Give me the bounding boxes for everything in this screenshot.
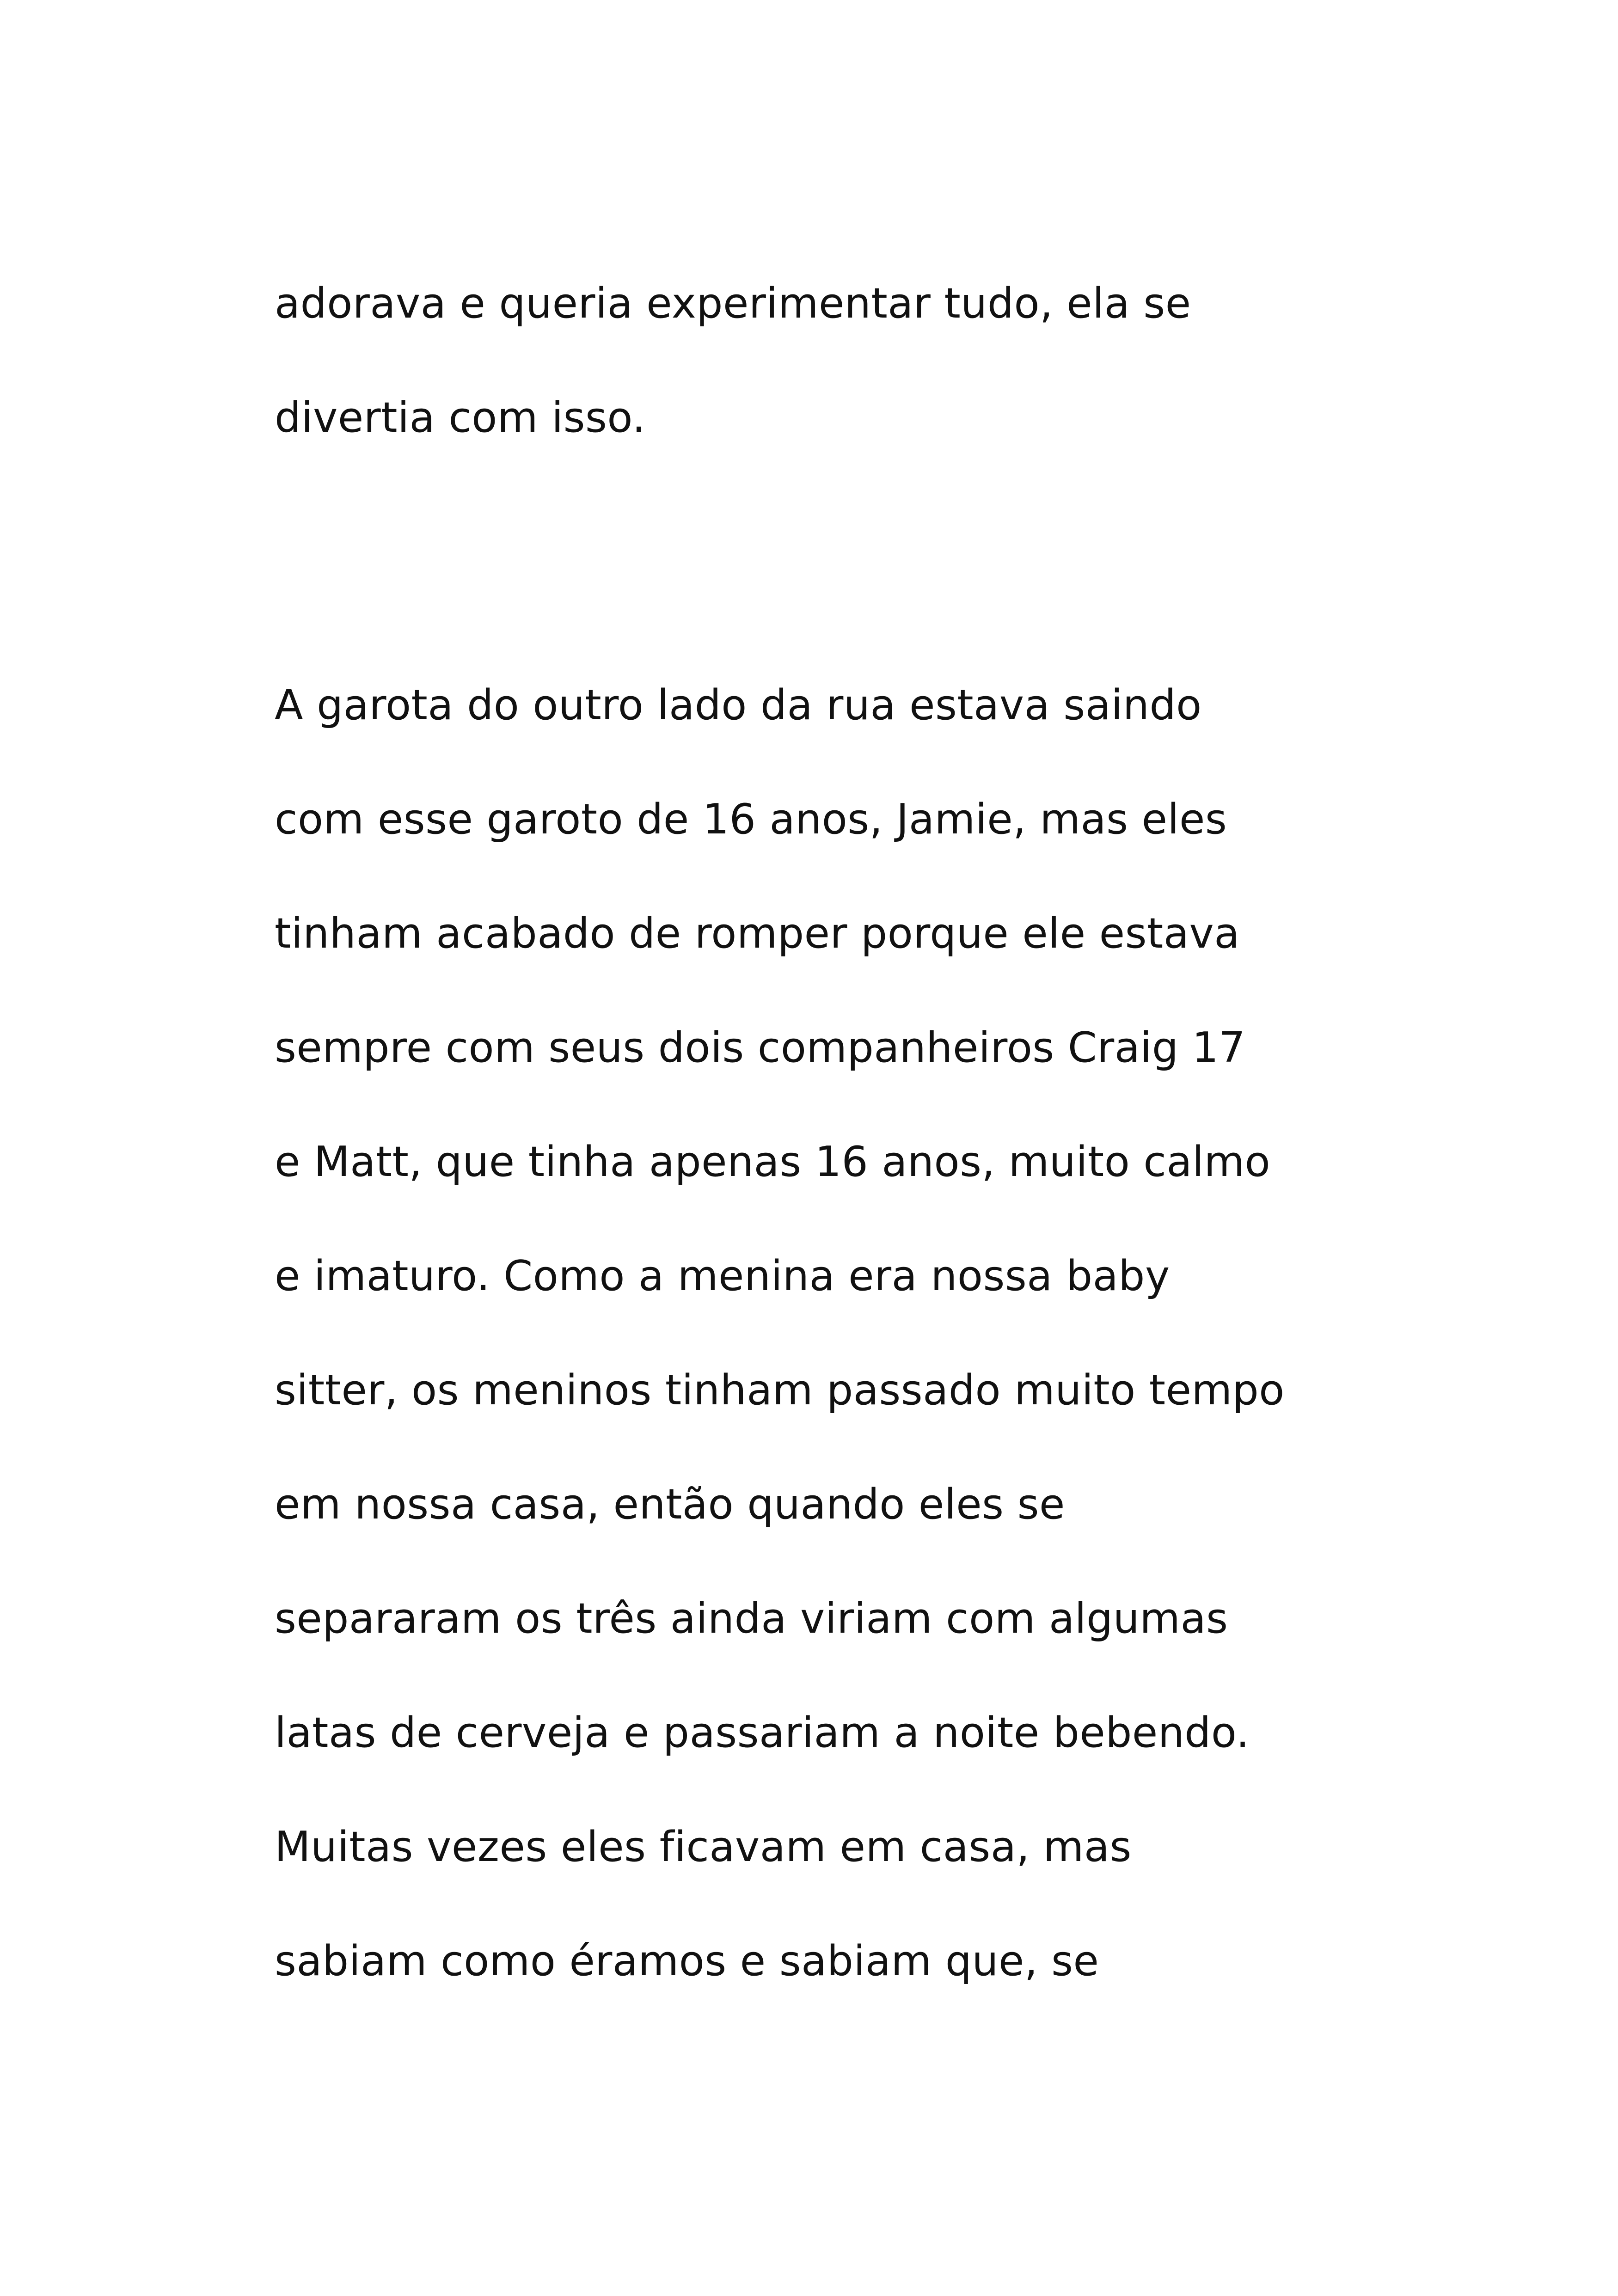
- text-line: com esse garoto de 16 anos, Jamie, mas eles: [275, 795, 1227, 844]
- text-line: divertia com isso.: [275, 393, 646, 442]
- text-line: A garota do outro lado da rua estava saindo: [275, 681, 1202, 729]
- text-line: tinham acabado de romper porque ele estava: [275, 909, 1240, 958]
- text-line: sempre com seus dois companheiros Craig 17: [275, 1023, 1246, 1072]
- text-line: latas de cerveja e passariam a noite bebendo.: [275, 1708, 1250, 1757]
- text-line: sabiam como éramos e sabiam que, se: [275, 1937, 1099, 1985]
- text-line: separaram os três ainda viriam com algumas: [275, 1594, 1228, 1643]
- text-line: sitter, os meninos tinham passado muito tempo: [275, 1366, 1285, 1414]
- text-line: adorava e queria experimentar tudo, ela se: [275, 279, 1191, 328]
- text-line: Muitas vezes eles ficavam em casa, mas: [275, 1823, 1132, 1871]
- text-line: em nossa casa, então quando eles se: [275, 1480, 1065, 1529]
- text-line: e Matt, que tinha apenas 16 anos, muito calmo: [275, 1138, 1271, 1186]
- text-line: e imaturo. Como a menina era nossa baby: [275, 1252, 1170, 1300]
